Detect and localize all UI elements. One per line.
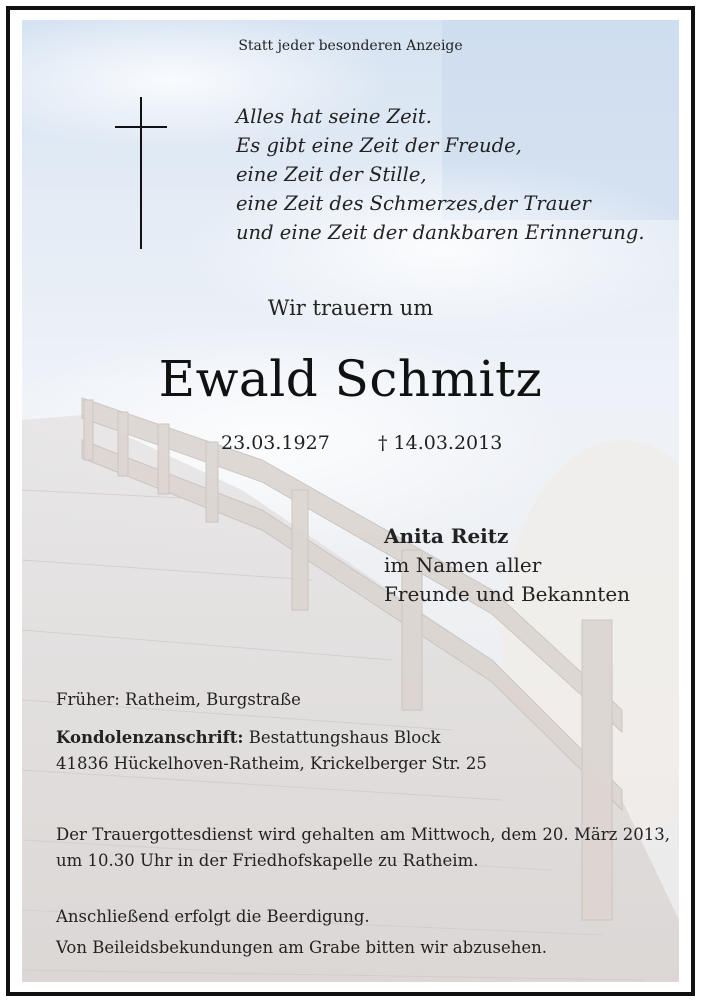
signer-block: [384, 522, 630, 609]
condolence-address: [56, 728, 440, 747]
poem: [236, 102, 645, 247]
deceased-name: Ewald Schmitz: [158, 350, 543, 408]
condolence-label: Kondolenzanschrift:: [56, 728, 244, 747]
signer-line: im Namen aller: [384, 553, 542, 577]
poem-line: Es gibt eine Zeit der Freude,: [236, 134, 522, 157]
poem-line: eine Zeit des Schmerzes,der Trauer: [236, 192, 591, 215]
death-date: † 14.03.2013: [378, 432, 503, 454]
top-note: Statt jeder besonderen Anzeige: [238, 38, 463, 54]
notice-frame: [6, 6, 695, 996]
cross-icon: [111, 97, 171, 249]
signer-line: Freunde und Bekannten: [384, 582, 631, 606]
former-address: Früher: Ratheim, Burgstraße: [56, 690, 301, 709]
condolence-line: Bestattungshaus Block: [248, 728, 441, 747]
mourning-announcement: Wir trauern um: [267, 296, 434, 320]
burial-note: Anschließend erfolgt die Beerdigung.: [56, 907, 370, 926]
service-paragraph: Der Trauergottesdienst wird gehalten am Mittwoch, dem 20. März 2013, um 10.30 Uhr in der Friedhofskapelle zu Ratheim.: [56, 825, 670, 870]
poem-line: Alles hat seine Zeit.: [236, 105, 432, 128]
condolence-line: 41836 Hückelhoven-Ratheim, Krickelberger Str. 25: [56, 754, 487, 773]
poem-line: und eine Zeit der dankbaren Erinnerung.: [236, 221, 645, 244]
notice-panel: [22, 20, 679, 982]
birth-date: 23.03.1927: [221, 432, 330, 454]
condolence-request: Von Beileidsbekundungen am Grabe bitten wir abzusehen.: [56, 938, 548, 957]
poem-line: eine Zeit der Stille,: [236, 163, 427, 186]
signer-name: Anita Reitz: [384, 524, 509, 548]
